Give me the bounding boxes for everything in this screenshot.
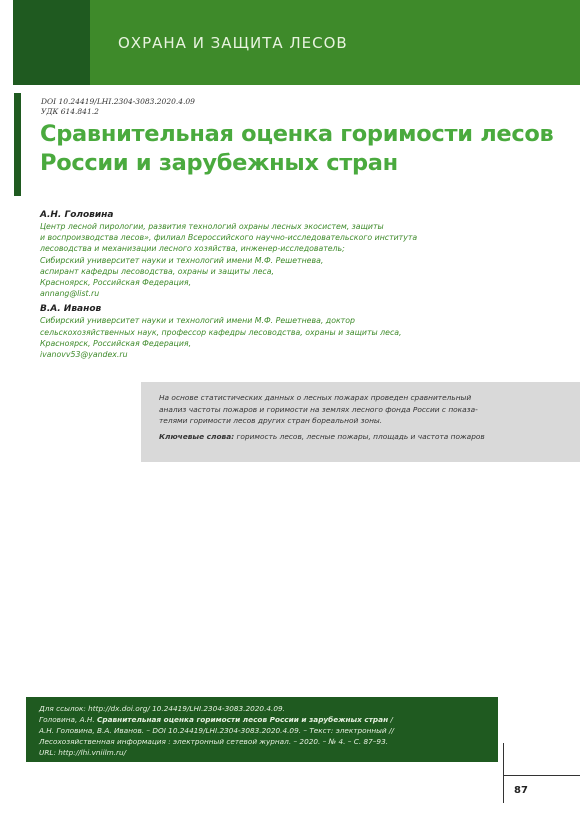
abstract-line: телями горимости лесов других стран бореальной зоны. <box>159 416 383 425</box>
affiliation-line: Красноярск, Российская Федерация, <box>40 278 192 288</box>
header-dark-block <box>13 0 90 85</box>
title-line-2: России и зарубежных стран <box>40 150 398 176</box>
citation-line: Для ссылок: http://dx.doi.org/ 10.24419/LHI.2304-3083.2020.4.09. <box>39 704 285 713</box>
abstract-line: На основе статистических данных о лесных пожарах проведен сравнительный <box>159 393 472 402</box>
affiliation-line: Сибирский университет науки и технологий имени М.Ф. Решетнева, <box>40 255 324 265</box>
author <box>40 303 460 360</box>
article-title <box>40 120 560 178</box>
affiliation-line: Центр лесной пирологии, развития технологий охраны лесных экосистем, защиты <box>40 222 384 231</box>
page-corner-vertical-rule <box>503 743 504 803</box>
affiliation-line: Красноярск, Российская Федерация, <box>40 338 192 348</box>
page-number: 87 <box>514 785 528 796</box>
title-line-1: Сравнительная оценка горимости лесов <box>40 121 554 147</box>
section-title: ОХРАНА И ЗАЩИТА ЛЕСОВ <box>118 34 348 52</box>
affiliation-line: Сибирский университет науки и технологий имени М.Ф. Решетнева, доктор <box>40 316 355 326</box>
citation-authors: Головина, А.Н. <box>39 715 98 724</box>
abstract-line: анализ частоты пожаров и горимости на землях лесного фонда России с показа- <box>159 404 478 414</box>
citation-line: Лесохозяйственная информация : электронный сетевой журнал. – 2020. – № 4. – С. 87–93. <box>39 737 389 746</box>
keywords <box>159 432 559 441</box>
affiliation-line: аспирант кафедры лесоводства, охраны и защиты леса, <box>40 266 274 276</box>
affiliation-line: лесоводства и механизации лесного хозяйства, инженер-исследователь; <box>40 244 345 254</box>
author-email[interactable]: ivanovv53@yandex.ru <box>40 350 128 360</box>
doi-line: DOI 10.24419/LHI.2304-3083.2020.4.09 <box>41 97 195 106</box>
citation-sep: / <box>388 715 393 724</box>
citation-title: Сравнительная оценка горимости лесов России и зарубежных стран <box>97 715 389 724</box>
author-name: В.А. Иванов <box>40 304 102 315</box>
citation-text <box>39 703 499 758</box>
page-corner-horizontal-rule <box>503 775 580 776</box>
abstract-text <box>159 392 514 427</box>
citation-line: А.Н. Головина, В.А. Иванов. – DOI 10.24419/LHI.2304-3083.2020.4.09. – Текст: электронный // <box>39 726 394 735</box>
keywords-label: Ключевые слова: <box>159 432 235 441</box>
side-accent-bar <box>14 93 21 196</box>
article-meta <box>41 97 195 117</box>
affiliation-line: сельскохозяйственных наук, профессор кафедры лесоводства, охраны и защиты леса, <box>40 327 402 337</box>
author-email[interactable]: annang@list.ru <box>40 289 100 299</box>
citation-line <box>39 714 499 725</box>
citation-url[interactable]: URL: http://lhi.vniilm.ru/ <box>39 748 127 757</box>
author-name: А.Н. Головина <box>40 210 114 220</box>
udk-line: УДК 614.841.2 <box>41 107 99 116</box>
author <box>40 209 460 299</box>
authors-block <box>40 209 460 360</box>
keywords-text: горимость лесов, лесные пожары, площадь и частота пожаров <box>234 432 485 441</box>
affiliation-line: и воспроизводства лесов», филиал Всероссийского научно-исследовательского института <box>40 233 418 243</box>
